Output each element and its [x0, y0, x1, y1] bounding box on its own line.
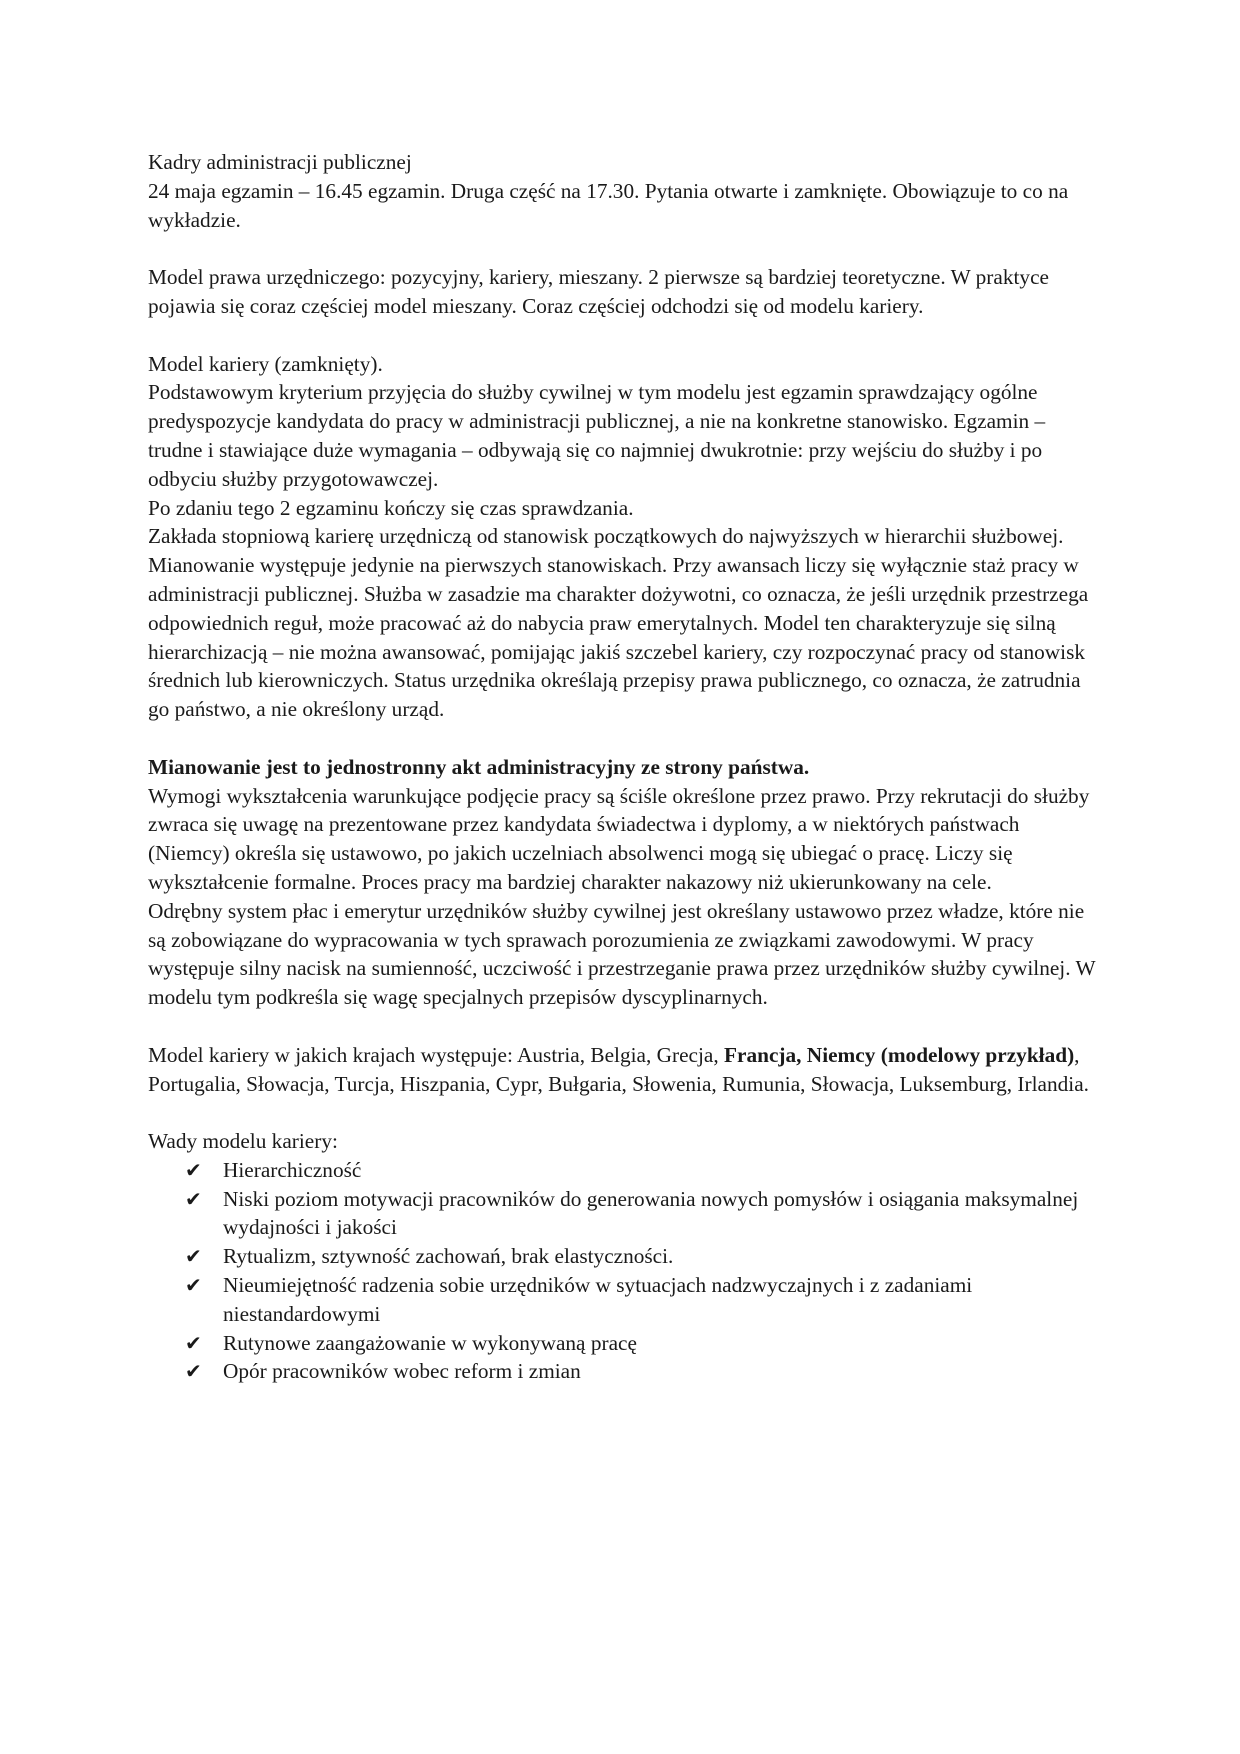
checkmark-icon: ✔ — [185, 1157, 202, 1182]
checkmark-icon: ✔ — [185, 1273, 202, 1298]
countries-paragraph — [148, 1041, 1098, 1099]
spacer — [148, 1098, 1098, 1127]
list-item-text: Rytualizm, sztywność zachowań, brak elastyczności. — [223, 1244, 674, 1269]
spacer — [148, 321, 1098, 350]
list-item — [148, 1242, 1098, 1271]
list-item-text: Nieumiejętność radzenia sobie urzędników w sytuacjach nadzwyczajnych i z zadaniami niestandardowymi — [223, 1273, 973, 1326]
nomination-definition: Mianowanie jest to jednostronny akt administracyjny ze strony państwa. — [148, 754, 810, 779]
checkmark-icon: ✔ — [185, 1359, 202, 1384]
spacer — [148, 724, 1098, 753]
flaws-heading: Wady modelu kariery: — [148, 1129, 338, 1154]
list-item-text: Opór pracowników wobec reform i zmian — [223, 1359, 581, 1384]
spacer — [148, 234, 1098, 263]
list-item — [148, 1357, 1098, 1386]
checkmark-icon: ✔ — [185, 1186, 202, 1211]
list-item — [148, 1185, 1098, 1243]
list-item — [148, 1271, 1098, 1329]
countries-bold: Francja, Niemcy (modelowy przykład) — [724, 1042, 1075, 1067]
career-description-paragraph: Zakłada stopniową karierę urzędniczą od stanowisk początkowych do najwyższych w hierarchii służbowej. Mianowanie występuje jedynie na pierwszych stanowiskach. Przy awansach liczy się wyłącznie staż pracy w administracji publicznej. Służba w zasadzie ma charakter dożywotni, co oznacza, że jeśli urzędnik przestrzega odpowiednich reguł, może pracować aż do nabycia praw emerytalnych. Model ten charakteryzuje się silną hierarchizacją – nie można awansować, pomijając jakiś szczebel kariery, czy rozpoczynać pracy od stanowisk średnich lub kierowniczych. Status urzędnika określają przepisy prawa publicznego, co oznacza, że zatrudnia go państwo, a nie określony urząd. — [148, 524, 1089, 722]
law-models-paragraph: Model prawa urzędniczego: pozycyjny, kariery, mieszany. 2 pierwsze są bardziej teoretyczne. W praktyce pojawia się coraz częściej model mieszany. Coraz częściej odchodzi się od modelu kariery. — [148, 265, 1049, 318]
countries-prefix: Model kariery w jakich krajach występuje: Austria, Belgia, Grecja, — [148, 1042, 725, 1067]
list-item — [148, 1329, 1098, 1358]
career-model-heading: Model kariery (zamknięty). — [148, 351, 383, 376]
list-item-text: Hierarchiczność — [223, 1157, 362, 1182]
after-exam-paragraph: Po zdaniu tego 2 egzaminu kończy się czas sprawdzania. — [148, 495, 634, 520]
exam-criteria-paragraph: Podstawowym kryterium przyjęcia do służby cywilnej w tym modelu jest egzamin sprawdzający ogólne predyspozycje kandydata do pracy w administracji publicznej, a nie na konkretne stanowisko. Egzamin – trudne i stawiające duże wymagania – odbywają się co najmniej dwukrotnie: przy wejściu do służby i po odbyciu służby przygotowawczej. — [148, 380, 1046, 491]
pay-system-paragraph: Odrębny system płac i emerytur urzędników służby cywilnej jest określany ustawowo przez władze, które nie są zobowiązane do wypracowania w tych sprawach porozumienia ze związkami zawodowymi. W pracy występuje silny nacisk na sumienność, uczciwość i przestrzeganie prawa przez urzędników służby cywilnej. W modelu tym podkreśla się wagę specjalnych przepisów dyscyplinarnych. — [148, 898, 1096, 1010]
education-requirements-paragraph: Wymogi wykształcenia warunkujące podjęcie pracy są ściśle określone przez prawo. Przy rekrutacji do służby zwraca się uwagę na prezentowane przez kandydata świadectwa i dyplomy, a w niektórych państwach (Niemcy) określa się ustawowo, po jakich uczelniach absolwenci mogą się ubiegać o pracę. Liczy się wykształcenie formalne. Proces pracy ma bardziej charakter nakazowy niż ukierunkowany na cele. — [148, 783, 1090, 894]
countries-suffix: , Portugalia, Słowacja, Turcja, Hiszpania, Cypr, Bułgaria, Słowenia, Rumunia, Słowacja, Luksemburg, Irlandia. — [148, 1042, 1089, 1096]
checkmark-icon: ✔ — [185, 1330, 202, 1355]
checkmark-icon: ✔ — [185, 1244, 202, 1269]
spacer — [148, 1012, 1098, 1041]
document-title: Kadry administracji publicznej — [148, 150, 412, 174]
exam-info-paragraph: 24 maja egzamin – 16.45 egzamin. Druga część na 17.30. Pytania otwarte i zamknięte. Obowiązuje to co na wykładzie. — [148, 178, 1069, 232]
list-item-text: Niski poziom motywacji pracowników do generowania nowych pomysłów i osiągania maksymalnej wydajności i jakości — [223, 1186, 1079, 1240]
flaws-list — [148, 1156, 1098, 1386]
list-item — [148, 1156, 1098, 1185]
document-page — [148, 148, 1098, 1386]
list-item-text: Rutynowe zaangażowanie w wykonywaną pracę — [223, 1330, 637, 1355]
